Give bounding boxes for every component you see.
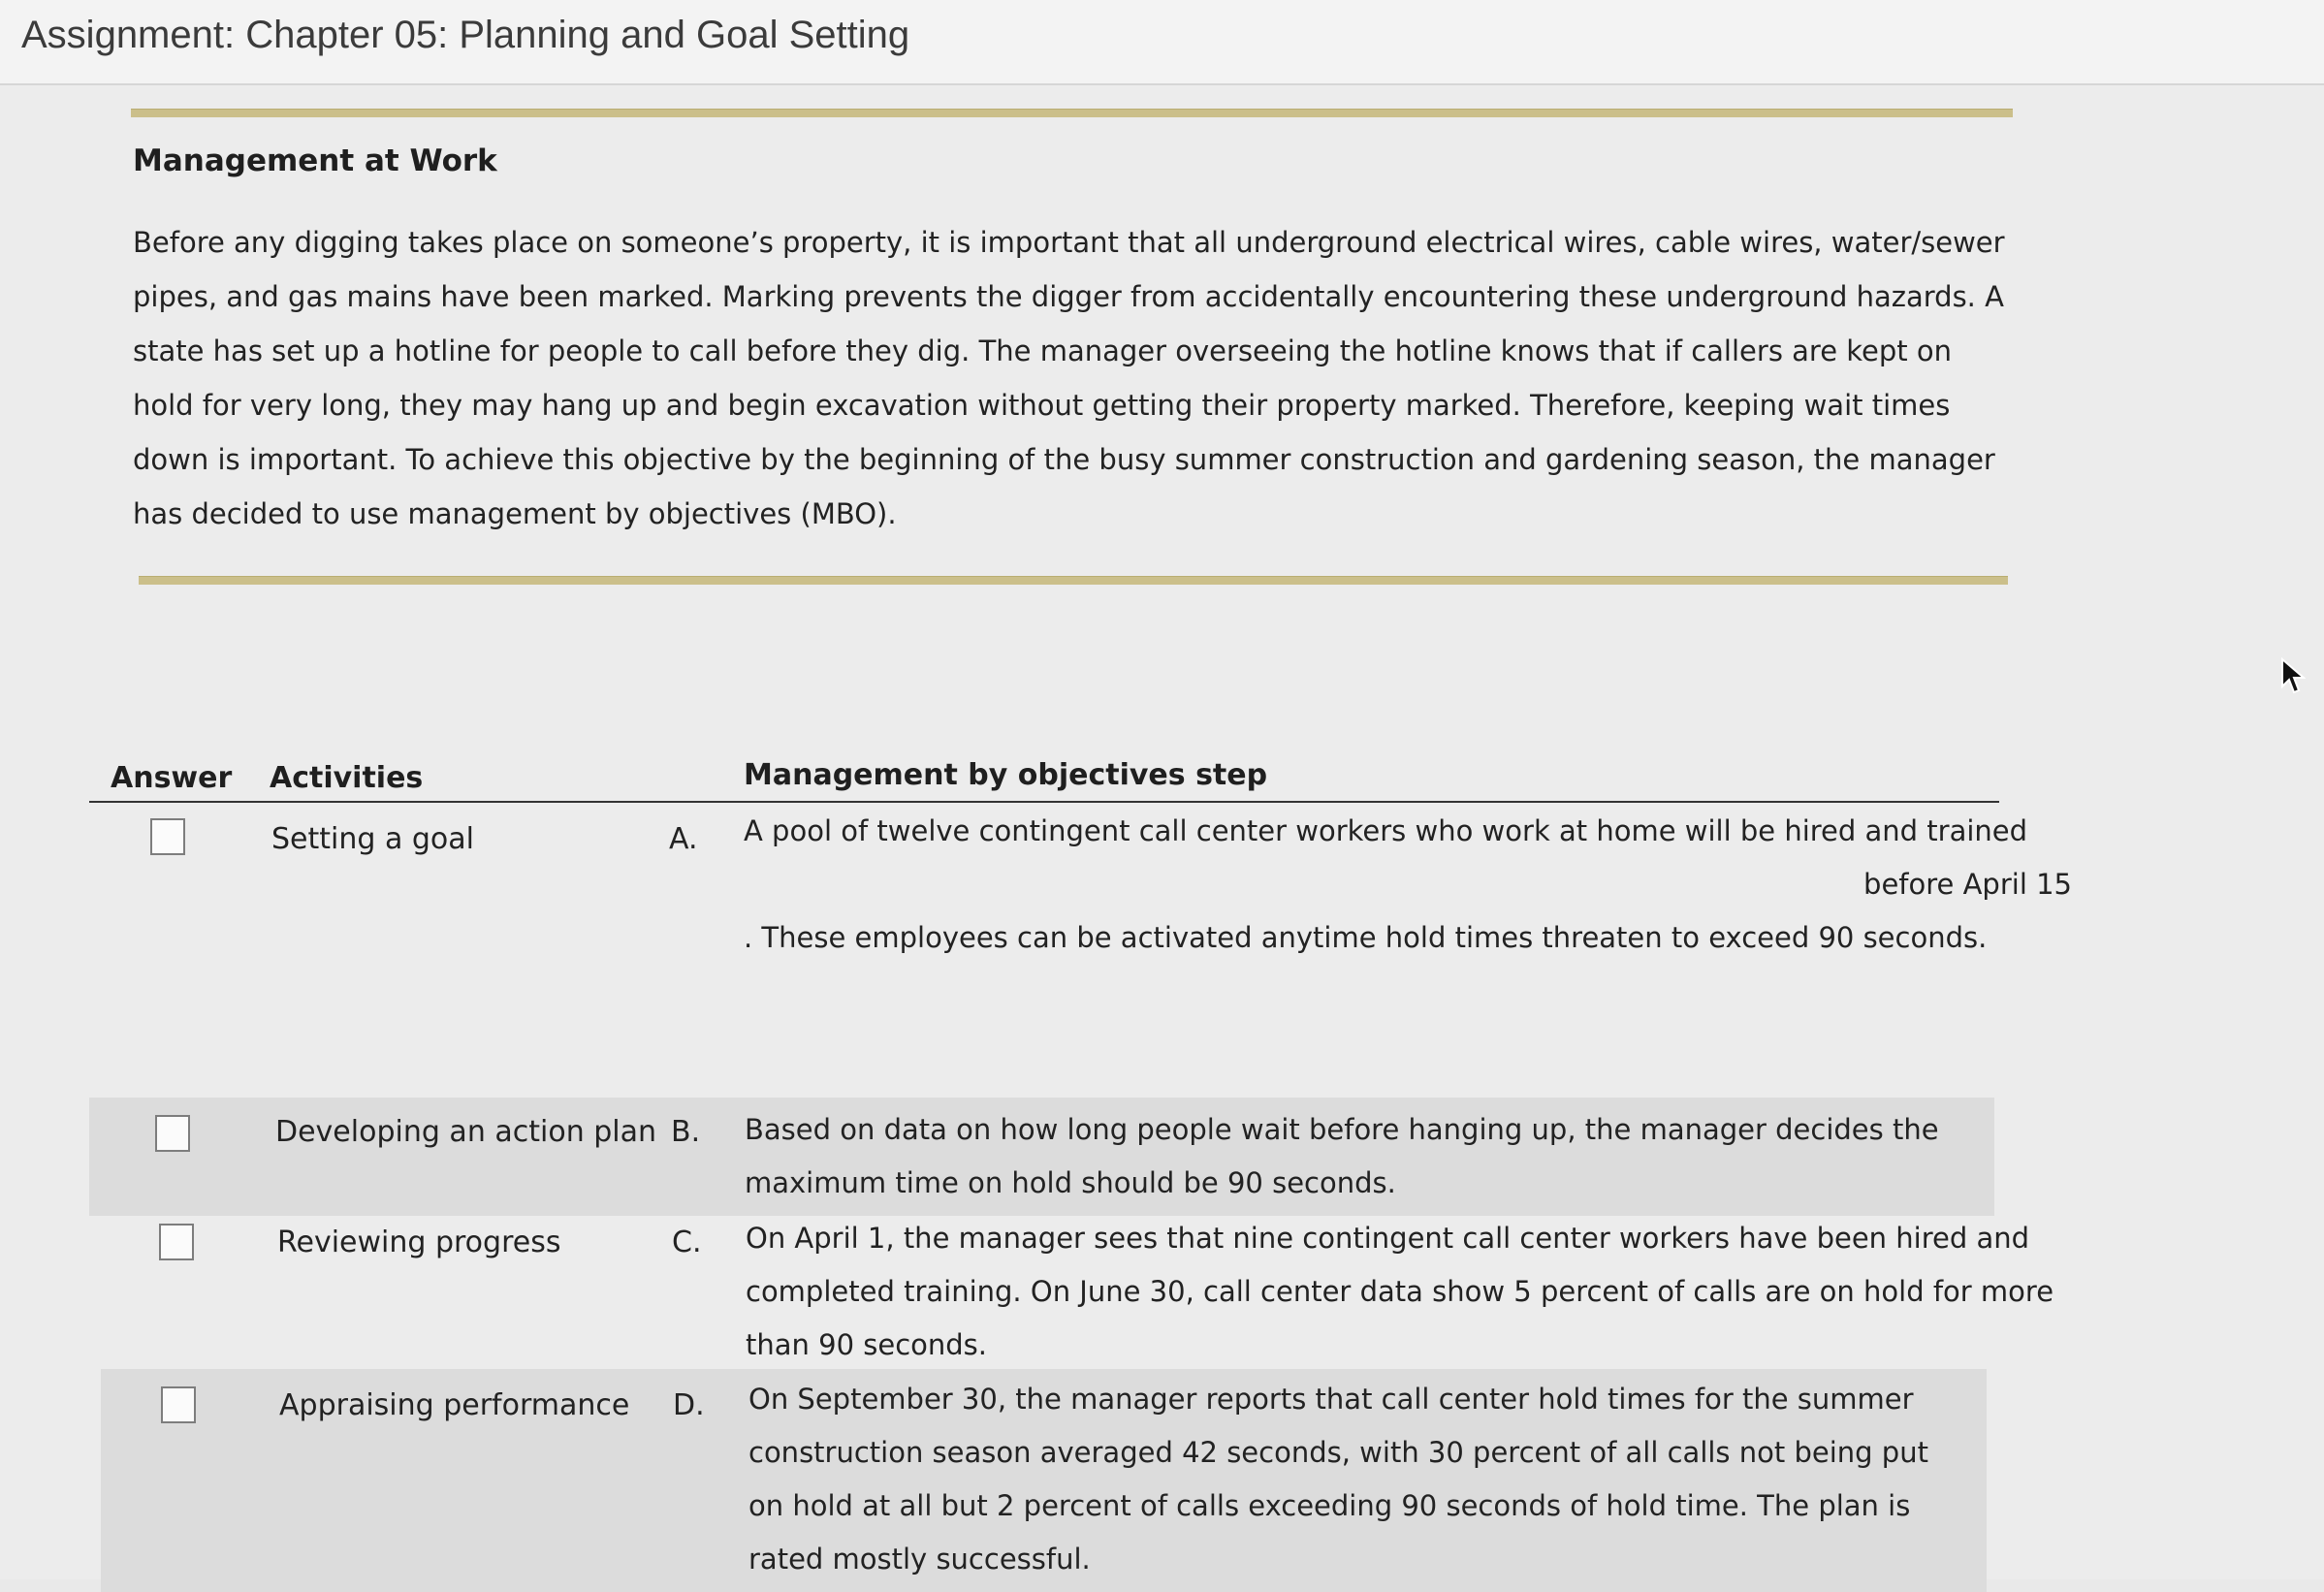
activity-setting-a-goal: Setting a goal <box>271 822 474 856</box>
step-letter-c: C. <box>672 1226 702 1259</box>
table-row <box>89 1098 1994 1216</box>
step-text-b: Based on data on how long people wait before hanging up, the manager decides the maximum time on hold should be 90 seconds. <box>745 1113 1939 1199</box>
step-text-d: On September 30, the manager reports that call center hold times for the summer construction season averaged 42 seconds, with 30 percent of all calls not being put on hold at all but 2 percent of calls exceeding 90 seconds of hold time. The plan is rated mostly successful. <box>748 1383 1928 1576</box>
answer-checkbox-setting-a-goal[interactable] <box>150 818 185 855</box>
step-text-a-deadline: before April 15 <box>1863 868 2072 901</box>
step-text-a-line3: . These employees can be activated anytime hold times threaten to exceed 90 seconds. <box>744 921 1988 954</box>
title-bar <box>0 0 2324 85</box>
step-letter-d: D. <box>673 1388 705 1422</box>
answer-checkbox-developing-an-action-plan[interactable] <box>155 1115 190 1152</box>
activity-appraising-performance: Appraising performance <box>279 1388 630 1422</box>
assignment-content <box>0 85 2324 1579</box>
activities-column-header: Activities <box>270 761 424 795</box>
page-title: Assignment: Chapter 05: Planning and Goal Setting <box>21 14 910 56</box>
step-text-c: On April 1, the manager sees that nine contingent call center workers have been hired and completed training. On June 30, call center data show 5 percent of calls are on hold for more than 90 seconds. <box>746 1222 2054 1361</box>
scenario-passage: Before any digging takes place on someone’s property, it is important that all underground electrical wires, cable wires, water/sewer pipes, and gas mains have been marked. Marking prevents the digger from accidentally encountering these underground hazards. A state has set up a hotline for people to call before they dig. The manager overseeing the hotline knows that if callers are kept on hold for very long, they may hang up and begin excavation without getting their property marked. Therefore, keeping wait times down is important. To achieve this objective by the beginning of the busy summer construction and gardening season, the manager has decided to use management by objectives (MBO). <box>133 226 2005 530</box>
table-row <box>101 1369 1987 1592</box>
header-underline <box>89 801 1999 803</box>
table-row <box>89 805 2072 1098</box>
step-text-a <box>744 805 2072 965</box>
activity-developing-an-action-plan: Developing an action plan <box>275 1115 657 1149</box>
mouse-pointer-icon <box>2280 657 2306 696</box>
answer-checkbox-appraising-performance[interactable] <box>161 1386 196 1423</box>
answer-column-header: Answer <box>111 761 233 795</box>
activity-reviewing-progress: Reviewing progress <box>277 1226 561 1259</box>
step-letter-a: A. <box>669 822 698 856</box>
top-divider <box>131 109 2013 117</box>
step-letter-b: B. <box>671 1115 701 1149</box>
bottom-divider <box>139 576 2008 585</box>
table-row <box>89 1216 2054 1369</box>
mbo-step-column-header: Management by objectives step <box>744 758 1268 792</box>
section-title: Management at Work <box>133 143 497 178</box>
step-text-a-line1: A pool of twelve contingent call center workers who work at home will be hired and trained <box>744 814 2028 847</box>
answer-checkbox-reviewing-progress[interactable] <box>159 1224 194 1260</box>
